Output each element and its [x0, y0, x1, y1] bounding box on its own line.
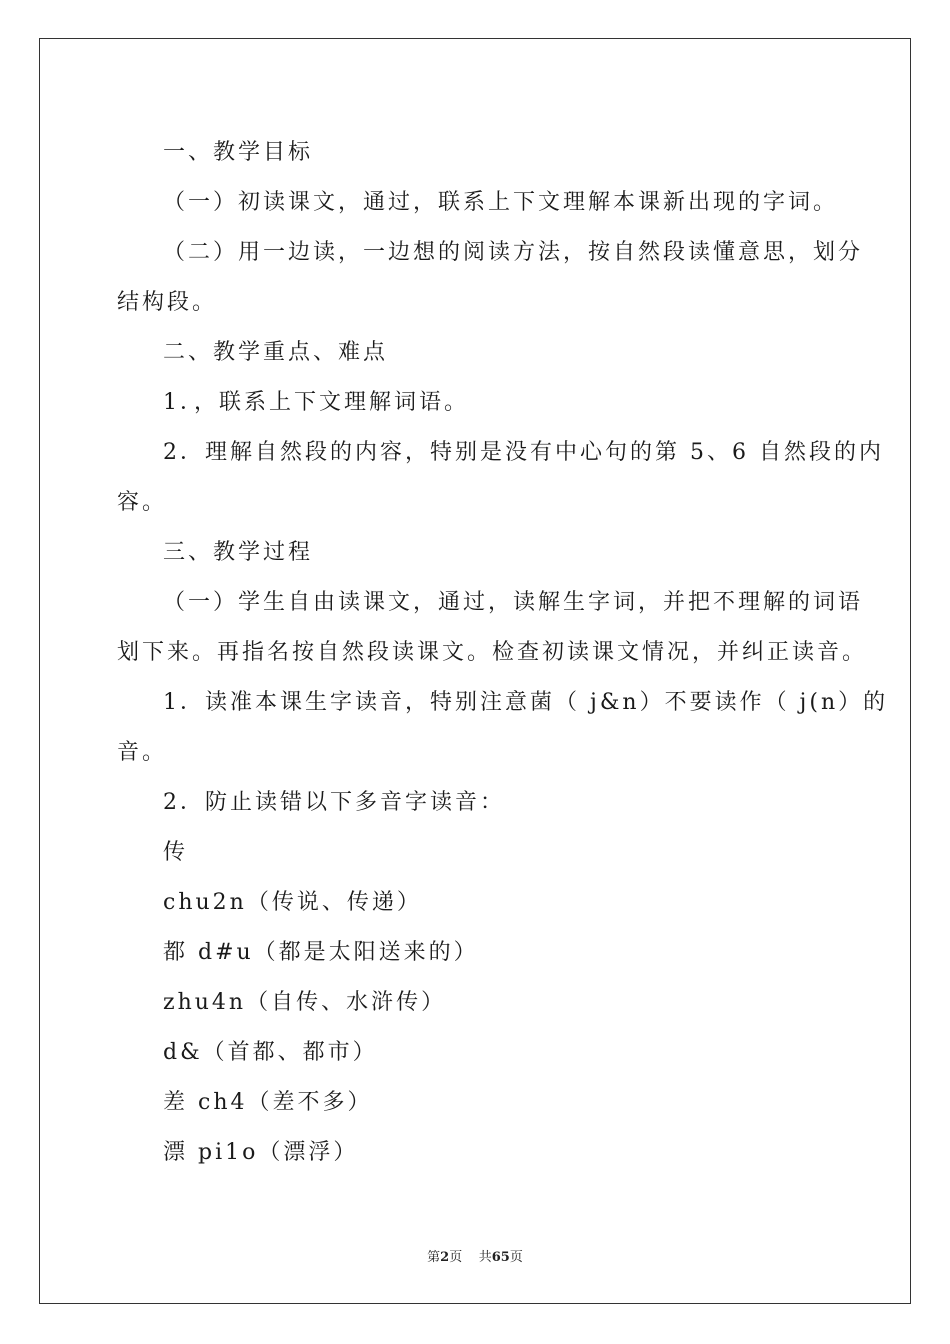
paragraph-item-2: 2．防止读错以下多音字读音： — [163, 790, 505, 815]
paragraph-goal-2-line-1: （二）用一边读，一边想的阅读方法，按自然段读懂意思，划分 — [163, 240, 864, 265]
paragraph-process-1-line-1: （一）学生自由读课文，通过，读解生字词，并把不理解的词语 — [163, 590, 864, 615]
page-total: 65 — [491, 1250, 510, 1265]
polyphone-line-4: zhu4n（自传、水浒传） — [163, 990, 447, 1015]
polyphone-line-2: chu2n（传说、传递） — [163, 890, 422, 915]
paragraph-item-1-line-1: 1．读准本课生字读音，特别注意菌（ j&n）不要读作（ j(n）的 — [163, 690, 889, 715]
paragraph-point-1: 1．，联系上下文理解词语。 — [163, 390, 469, 415]
paragraph-goal-2-line-2: 结构段。 — [117, 290, 218, 315]
paragraph-point-2-line-1: 2．理解自然段的内容，特别是没有中心句的第 5、6 自然段的内 — [163, 440, 884, 465]
polyphone-line-6: 差 ch4（差不多） — [163, 1090, 373, 1115]
page-number-unit: 页 — [449, 1250, 463, 1265]
polyphone-line-1: 传 — [163, 840, 189, 865]
paragraph-item-1-line-2: 音。 — [117, 740, 168, 765]
section-heading-goals: 一、教学目标 — [163, 140, 314, 165]
polyphone-line-5: d&（首都、都市） — [163, 1040, 378, 1065]
page-total-unit: 页 — [509, 1250, 523, 1265]
polyphone-line-7: 漂 pi1o（漂浮） — [163, 1140, 359, 1165]
document-body — [117, 128, 889, 1178]
paragraph-process-1-line-2: 划下来。再指名按自然段读课文。检查初读课文情况，并纠正读音。 — [117, 640, 868, 665]
section-heading-process: 三、教学过程 — [163, 540, 314, 565]
paragraph-point-2-line-2: 容。 — [117, 490, 168, 515]
page-footer — [0, 1246, 950, 1265]
paragraph-goal-1: （一）初读课文，通过，联系上下文理解本课新出现的字词。 — [163, 190, 839, 215]
page-total-prefix: 共 — [478, 1250, 492, 1265]
page-number-prefix: 第 — [427, 1250, 441, 1265]
page-number-current: 2 — [440, 1250, 450, 1265]
polyphone-line-3: 都 d#u（都是太阳送来的） — [163, 940, 479, 965]
section-heading-key-points: 二、教学重点、难点 — [163, 340, 389, 365]
